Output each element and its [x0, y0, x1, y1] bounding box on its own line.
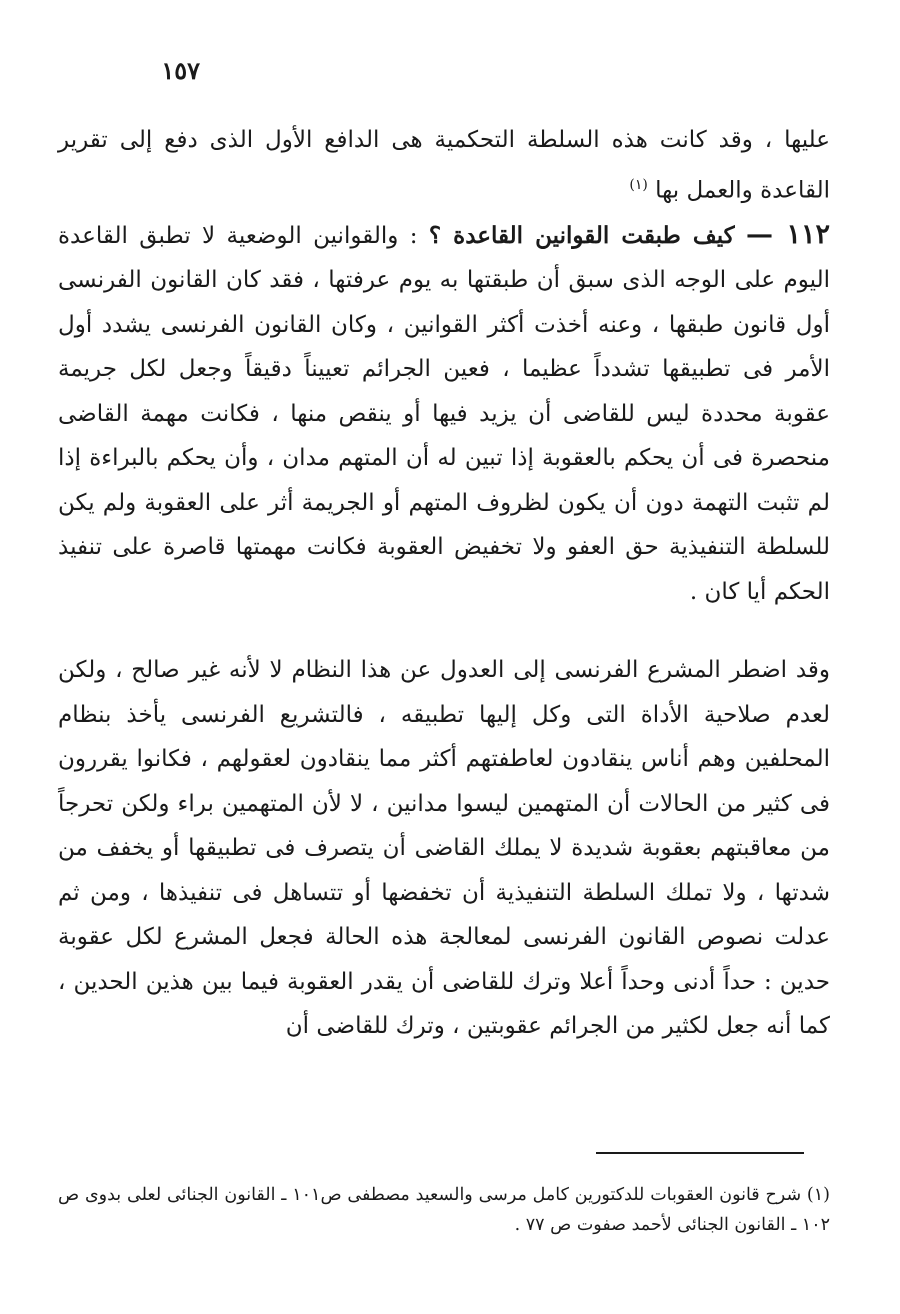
footnote — [58, 1180, 830, 1240]
section-number: ١١٢ — — [746, 218, 831, 250]
paragraph-continuation — [58, 118, 830, 213]
footnote-divider — [596, 1152, 804, 1154]
paragraph-text: وقد اضطر المشرع الفرنسى إلى العدول عن هذا النظام لا لأنه غير صالح ، ولكن لعدم صلاحية الأداة التى وكل إليها تطبيقه ، فالتشريع الفرنسى يأخذ بنظام المحلفين وهم أناس ينقادون لعاطفتهم أكثر مما ينقادون لعقولهم ، فكانوا يقررون فى كثير من الحالات أن المتهمين ليسوا مدانين ، لا لأن المتهمين براء ولكن تحرجاً من معاقبتهم بعقوبة شديدة لا يملك القاضى أن يتصرف فى تطبيقها أو يخفف من شدتها ، ولا تملك السلطة التنفيذية أن تخفضها أو تتساهل فى تنفيذها ، ومن ثم عدلت نصوص القانون الفرنسى لمعالجة هذه الحالة فجعل المشرع لكل عقوبة حدين : حداً أدنى وحداً أعلا وترك للقاضى أن يقدر العقوبة فيما بين هذين الحدين ، كما أنه جعل لكثير من الجرائم عقوبتين ، وترك للقاضى أن — [58, 657, 830, 1040]
main-text — [58, 118, 830, 1049]
page-number: ١٥٧ — [161, 56, 200, 85]
footnote-text: (١) شرح قانون العقوبات للدكتورين كامل مرسى والسعيد مصطفى ص١٠١ ـ القانون الجنائى لعلى بدوى ص ١٠٢ ـ القانون الجنائى لأحمد صفوت ص ٧٧ . — [58, 1185, 830, 1235]
paragraph-section-112 — [58, 213, 830, 615]
footnote-reference: (١) — [629, 176, 648, 193]
section-heading: كيف طبقت القوانين القاعدة ؟ — [428, 221, 735, 249]
paragraph-french-legislator — [58, 648, 830, 1049]
paragraph-text: : والقوانين الوضعية لا تطبق القاعدة اليوم على الوجه الذى سبق أن طبقتها به يوم عرفتها ، فقد كان القانون الفرنسى أول قانون طبقها ، وعنه أخذت أكثر القوانين ، وكان القانون الفرنسى يشدد أول الأمر فى تطبيقها تشدداً عظيما ، فعين الجرائم تعييناً دقيقاً وجعل لكل جريمة عقوبة محددة ليس للقاضى أن يزيد فيها أو ينقص منها ، فكانت مهمة القاضى منحصرة فى أن يحكم بالعقوبة إذا تبين له أن المتهم مدان ، وأن يحكم بالبراءة إذا لم تثبت التهمة دون أن يكون لظروف المتهم أو الجريمة أثر على العقوبة ولم يكن للسلطة التنفيذية حق العفو ولا تخفيض العقوبة فكانت مهمتها قاصرة على تنفيذ الحكم أيا كان . — [58, 222, 830, 605]
paragraph-text: عليها ، وقد كانت هذه السلطة التحكمية هى الدافع الأول الذى دفع إلى تقرير القاعدة والعمل بها — [58, 127, 830, 204]
